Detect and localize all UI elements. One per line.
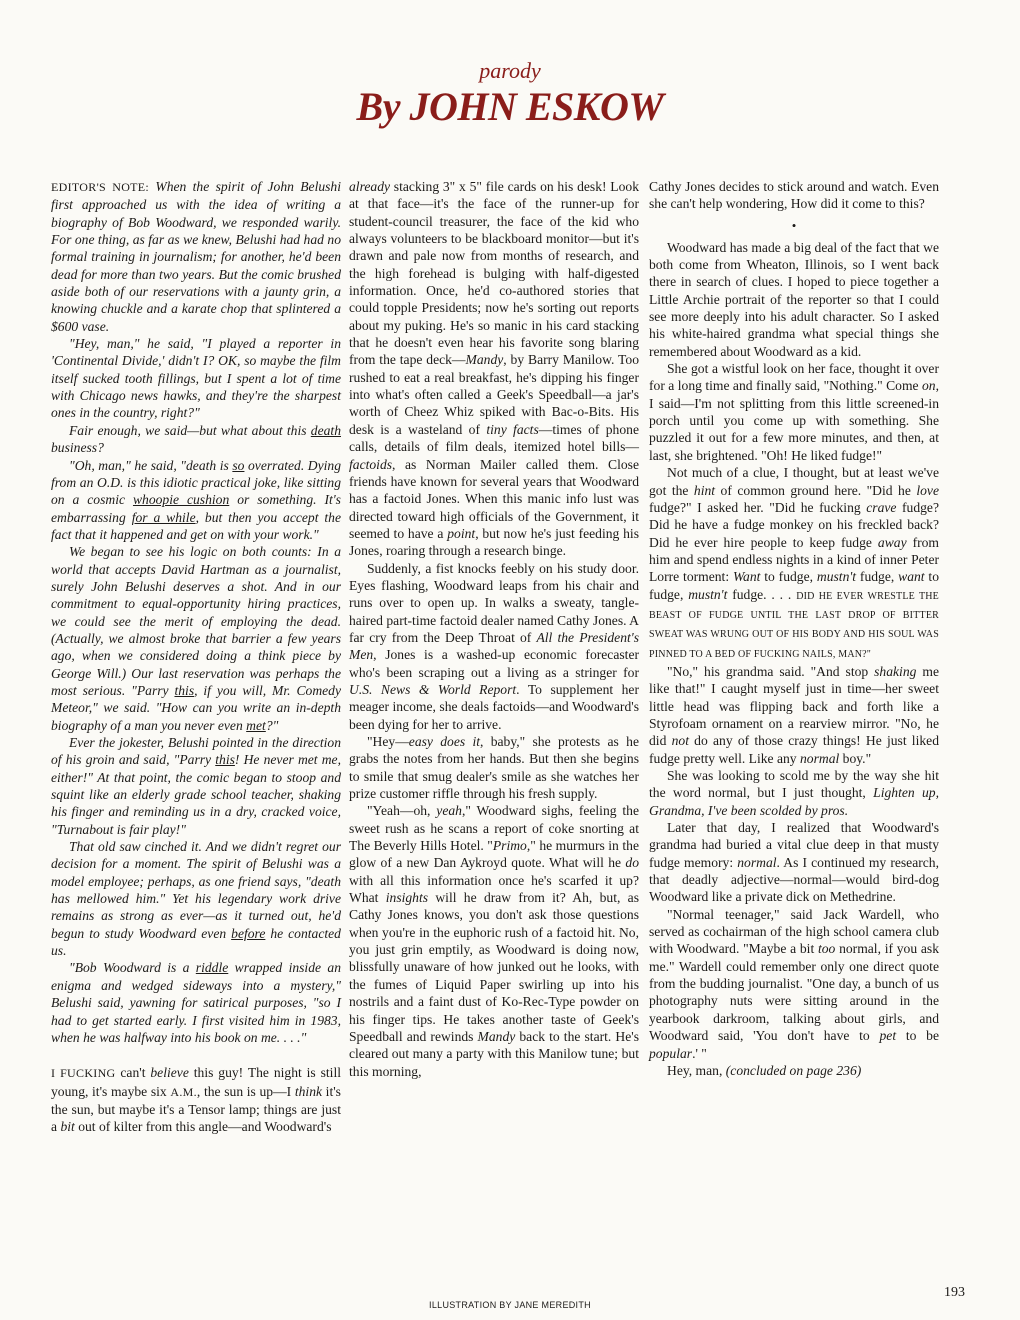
- body-paragraph: She was looking to scold me by the way she hit the word normal, but I just thought, Lighten up, Grandma, I've been scolded by pros.: [649, 768, 939, 818]
- byline: By JOHN ESKOW: [356, 84, 664, 129]
- body-paragraph: Suddenly, a fist knocks feebly on his study door. Eyes flashing, Woodward leaps from his chair and runs over to open up. In walks a sweaty, tangle-haired part-time factoid dealer named Cathy Jones. A far cry from the Deep Throat of All the President's Men, Jones is a washed-up economic forecaster who's been scraping out a living as a stringer for U.S. News & World Report. To supplement her meager income, she deals factoids—and Woodward's been dying for her to arrive.: [349, 560, 639, 732]
- section-kicker: parody: [479, 58, 541, 83]
- body-paragraph-continued: Hey, man, (concluded on page 236): [667, 1062, 862, 1078]
- editors-note-paragraph: "Oh, man," he said, "death is so overrated. Dying from an O.D. is this idiotic practical joke, like sitting on a cosmic whoopie cushion or something. It's embarrassing for a while, but then you accept the fact that it happened and get on with your work.": [51, 457, 342, 542]
- editors-note-paragraph: Ever the jokester, Belushi pointed in the direction of his groin and said, "Parry this! He never met me, either!" At that point, the comic began to stoop and squint like an elderly grade school teacher, shaking his finger and reminding us in a dry, cracked voice, "Turnabout is fair play!": [51, 735, 341, 837]
- article-header: [0, 58, 1020, 130]
- editors-note-paragraph: Fair enough, we said—but what about this death business?: [51, 422, 341, 456]
- body-paragraph: already stacking 3" x 5" file cards on his desk! Look at that face—it's the face of the runner-up for student-council treasurer, the face of the kid who always volunteers to be blackboard monitor—but it's drawn and pale now from months of research, and the high forehead is bulging with half-digested information. Once, he'd co-authored stories that could topple Presidents; now he's sorting out reports about my puking. He's so manic in his card stacking that he doesn't even hear his favorite song blaring from the tape deck—Mandy, by Barry Manilow. Too rushed to eat a real breakfast, he's dipping his finger into what's often called a Geek's Speedball—a jar's worth of Cheez Whiz spiked with Bac-o-Bits. His desk is a wasteland of tiny facts—times of phone calls, details of film deals, itemized hotel bills—factoids, as Norman Mailer called them. Close friends have known for several years that Woodward has a factoid Jones. When this manic info lust was directed toward high officials of the Government, it seemed to have a point, but now he's just feeding his Jones, roaring through a research binge.: [349, 179, 640, 559]
- body-paragraph: Cathy Jones decides to stick around and watch. Even she can't help wondering, How did it come to this?: [649, 179, 939, 212]
- body-paragraph: Not much of a clue, I thought, but at least we've got the hint of common ground here. "Did he love fudge?" I asked her. "Did he fucking crave fudge? Did he have a fudge monkey on his freckled back? Did he ever hire people to keep fudge away from him and spend endless nights in a kind of inner Peter Lorre torment: Want to fudge, mustn't fudge, want to fudge, mustn't fudge. . . . DID HE EVER WRESTLE THE BEAST OF FUDGE UNTIL THE LAST DROP OF BITTER SWEAT WAS WRUNG OUT OF HIS BODY AND HIS SOUL WAS PINNED TO A BED OF FUCKING NAILS, MAN?": [649, 465, 939, 660]
- body-paragraph: "No," his grandma said. "And stop shaking me like that!" I caught myself just in time—her sweet little head was flipping back and forth like a Styrofoam ornament on a rearview mirror. "No, he did not do any of those crazy things! He just liked fudge pretty well. Like any normal boy.": [649, 663, 939, 766]
- continuation-note: (concluded on page 236): [725, 1062, 862, 1078]
- column-1: [51, 178, 341, 1136]
- editors-note-paragraph: EDITOR'S NOTE: When the spirit of John Belushi first approached us with the idea of writing a biography of Bob Woodward, we responded warily. For one thing, as far as we knew, Belushi had had no formal training in journalism; for another, he'd been dead for more than two years. But the comic brushed aside both of our reservations with a jaunty grin, a knowing chuckle and a karate chop that splintered a $600 vase.: [51, 179, 342, 334]
- editors-note-paragraph: That old saw cinched it. And we didn't regret our decision for a moment. The spirit of Belushi was a model employee; perhaps, as one friend says, "death has mellowed him." Yet his legendary work drive remains as strong as ever—as it turned out, he'd begun to study Woodward even before he contacted us.: [51, 839, 341, 959]
- body-paragraph: "Normal teenager," said Jack Wardell, who served as cochairman of the high school camera club with Woodward. "Maybe a bit too normal, if you ask me." Wardell could remember only one direct quote from the budding journalist. "One day, a bunch of us photography nuts were sitting around in the yearbook darkroom, talking about girls, and Woodward said, 'You don't have to pet to be popular.' ": [649, 906, 940, 1061]
- editors-note-paragraph: "Hey, man," he said, "I played a reporter in 'Continental Divide,' didn't I? OK, so maybe the film itself sucked tooth fillings, but I spent a lot of time with Chicago news hawks, and they're the sharpest ones in the country, right?": [51, 336, 341, 421]
- editors-note: [51, 178, 341, 1046]
- column-2: [349, 178, 639, 1080]
- editors-note-label: EDITOR'S NOTE:: [51, 180, 150, 194]
- shouted-caps-text: DID HE EVER WRESTLE THE BEAST OF FUDGE UNTIL THE LAST DROP OF BITTER SWEAT WAS WRUNG OUT OF HIS BODY AND HIS SOUL WAS PINNED TO A BED OF FUCKING NAILS, MAN?": [649, 590, 939, 660]
- body-paragraph: "Hey—easy does it, baby," she protests as he grabs the notes from her hands. But then she begins to smile that smug dealer's smile as she watches her prize customer riffle through his fresh supply.: [349, 734, 639, 802]
- body-paragraph: Woodward has made a big deal of the fact that we both come from Wheaton, Illinois, so I went back there in search of clues. I hoped to piece together a Little Archie portrait of the reporter so that I could see more deeply into his adult character. So I asked his white-haired grandma what special things she remembered about Woodward as a kid.: [649, 239, 939, 359]
- editors-note-paragraph: "Bob Woodward is a riddle wrapped inside an enigma and wedged sideways into a mystery," Belushi said, yawning for satirical purposes, "so I had to get started early. I first visited him in 1983, when he was halfway into his book on me. . . .": [51, 960, 341, 1045]
- page-number: 193: [944, 1285, 965, 1300]
- body-paragraph: She got a wistful look on her face, thought it over for a long time and finally said, "Nothing." Come on, I said—I'm not splitting from this little screened-in porch until you come up with something. She puzzled it out for a few more minutes, and then, at last, she brightened. "Oh! He liked fudge!": [649, 361, 939, 463]
- illustration-credit: ILLUSTRATION BY JANE MEREDITH: [429, 1300, 591, 1310]
- body-paragraph: "Yeah—oh, yeah," Woodward sighs, feeling the sweet rush as he scans a report of coke snorting at The Beverly Hills Hotel. "Primo," he murmurs in the glow of a new Dan Aykroyd quote. What will he do with all this information once he's scarfed it up? What insights will he draw from it? Ah, but, as Cathy Jones knows, you don't ask those questions when you're in the euphoric rush of a factoid hit. No, you just grin emptily, as Woodward is doing now, blissfully unaware of how junked out he looks, with the fumes of Liquid Paper swirling up into his nostrils and a faint dust of Ko-Rec-Type powder on his finger tips. He takes another taste of Geek's Speedball and rewinds Mandy back to the start. He's cleared out many a party with this Manilow tune; but this morning,: [349, 803, 639, 1079]
- section-break-bullet: •: [791, 217, 797, 233]
- body-paragraph: Later that day, I realized that Woodward's grandma had buried a vital clue deep in that musty fudge memory: normal. As I continued my research, that deadly adjective—normal—would bird-dog Woodward like a private dick on Methedrine.: [649, 820, 939, 905]
- lead-in: I FUCKING: [51, 1066, 116, 1081]
- article-lead-paragraph: I FUCKING can't believe this guy! The night is still young, it's maybe six A.M., the sun is up—I think it's the sun, but maybe it's a Tensor lamp; things are just a bit out of kilter from this angle—and Woodward's: [51, 1065, 341, 1135]
- column-3: [649, 178, 939, 1079]
- editors-note-paragraph: We began to see his logic on both counts: In a world that accepts David Hartman as a journalist, surely John Belushi deserves a shot. And in our commitment to equal-opportunity hiring practices, we could see the merit of employing the dead. (Actually, we almost broke that barrier a few years ago, when we considered doing a think piece by George Will.) Our last reservation was perhaps the most serious. "Parry this, if you will, Mr. Comedy Meteor," we said. "How can you write an in-depth biography of a man you never even met?": [51, 544, 341, 733]
